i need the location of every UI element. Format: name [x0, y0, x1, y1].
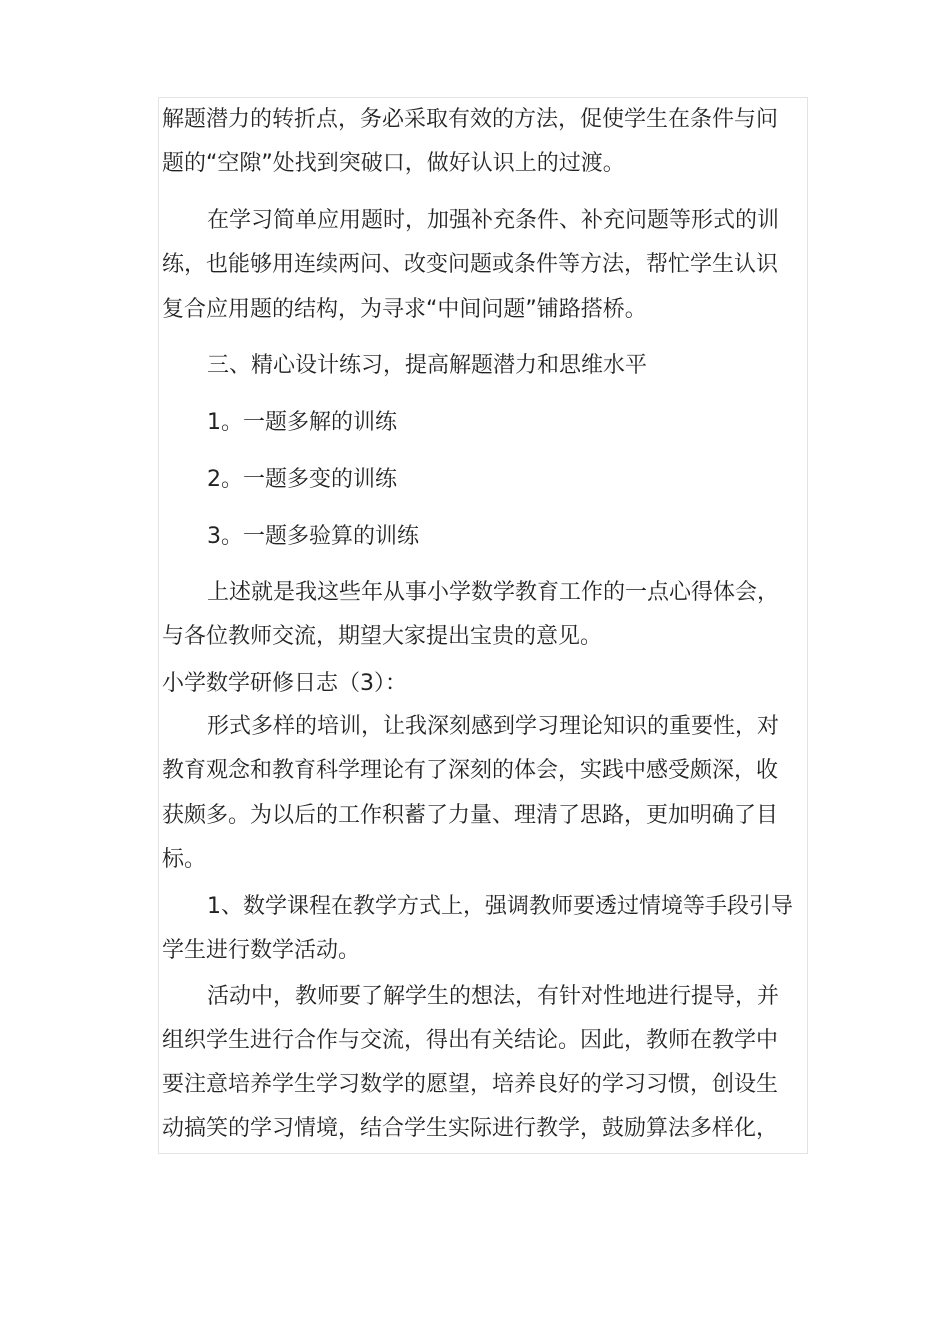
text-line: 复合应用题的结构，为寻求“中间问题”铺路搭桥。 [162, 297, 647, 322]
section-heading: 三、精心设计练习，提高解题潜力和思维水平 [207, 353, 648, 378]
text-line: 形式多样的培训，让我深刻感到学习理论知识的重要性，对 [207, 714, 780, 739]
text-line: 解题潜力的转折点，务必采取有效的方法，促使学生在条件与问 [162, 107, 779, 132]
text-line: 要注意培养学生学习数学的愿望，培养良好的学习习惯，创设生 [162, 1072, 779, 1097]
text-line: 学生进行数学活动。 [162, 938, 361, 963]
text-line: 组织学生进行合作与交流，得出有关结论。因此，教师在教学中 [162, 1028, 779, 1053]
text-line: 标。 [162, 847, 207, 872]
text-line: 动搞笑的学习情境，结合学生实际进行教学，鼓励算法多样化， [162, 1116, 779, 1141]
list-item: 3。一题多验算的训练 [207, 524, 419, 549]
journal-title: 小学数学研修日志（3）： [162, 671, 407, 696]
text-line: 教育观念和教育科学理论有了深刻的体会，实践中感受颇深，收 [162, 758, 779, 783]
list-item: 2。一题多变的训练 [207, 467, 397, 492]
text-line: 活动中，教师要了解学生的想法，有针对性地进行提导，并 [207, 984, 780, 1009]
text-line: 与各位教师交流，期望大家提出宝贵的意见。 [162, 624, 603, 649]
text-line: 练，也能够用连续两问、改变问题或条件等方法，帮忙学生认识 [162, 252, 779, 277]
text-line: 在学习简单应用题时，加强补充条件、补充问题等形式的训 [207, 208, 780, 233]
text-line: 题的“空隙”处找到突破口，做好认识上的过渡。 [162, 151, 625, 176]
list-item: 1。一题多解的训练 [207, 410, 397, 435]
text-line: 获颇多。为以后的工作积蓄了力量、理清了思路，更加明确了目 [162, 803, 779, 828]
text-line: 1、数学课程在教学方式上，强调教师要透过情境等手段引导 [207, 894, 793, 919]
text-line: 上述就是我这些年从事小学数学教育工作的一点心得体会， [207, 580, 780, 605]
